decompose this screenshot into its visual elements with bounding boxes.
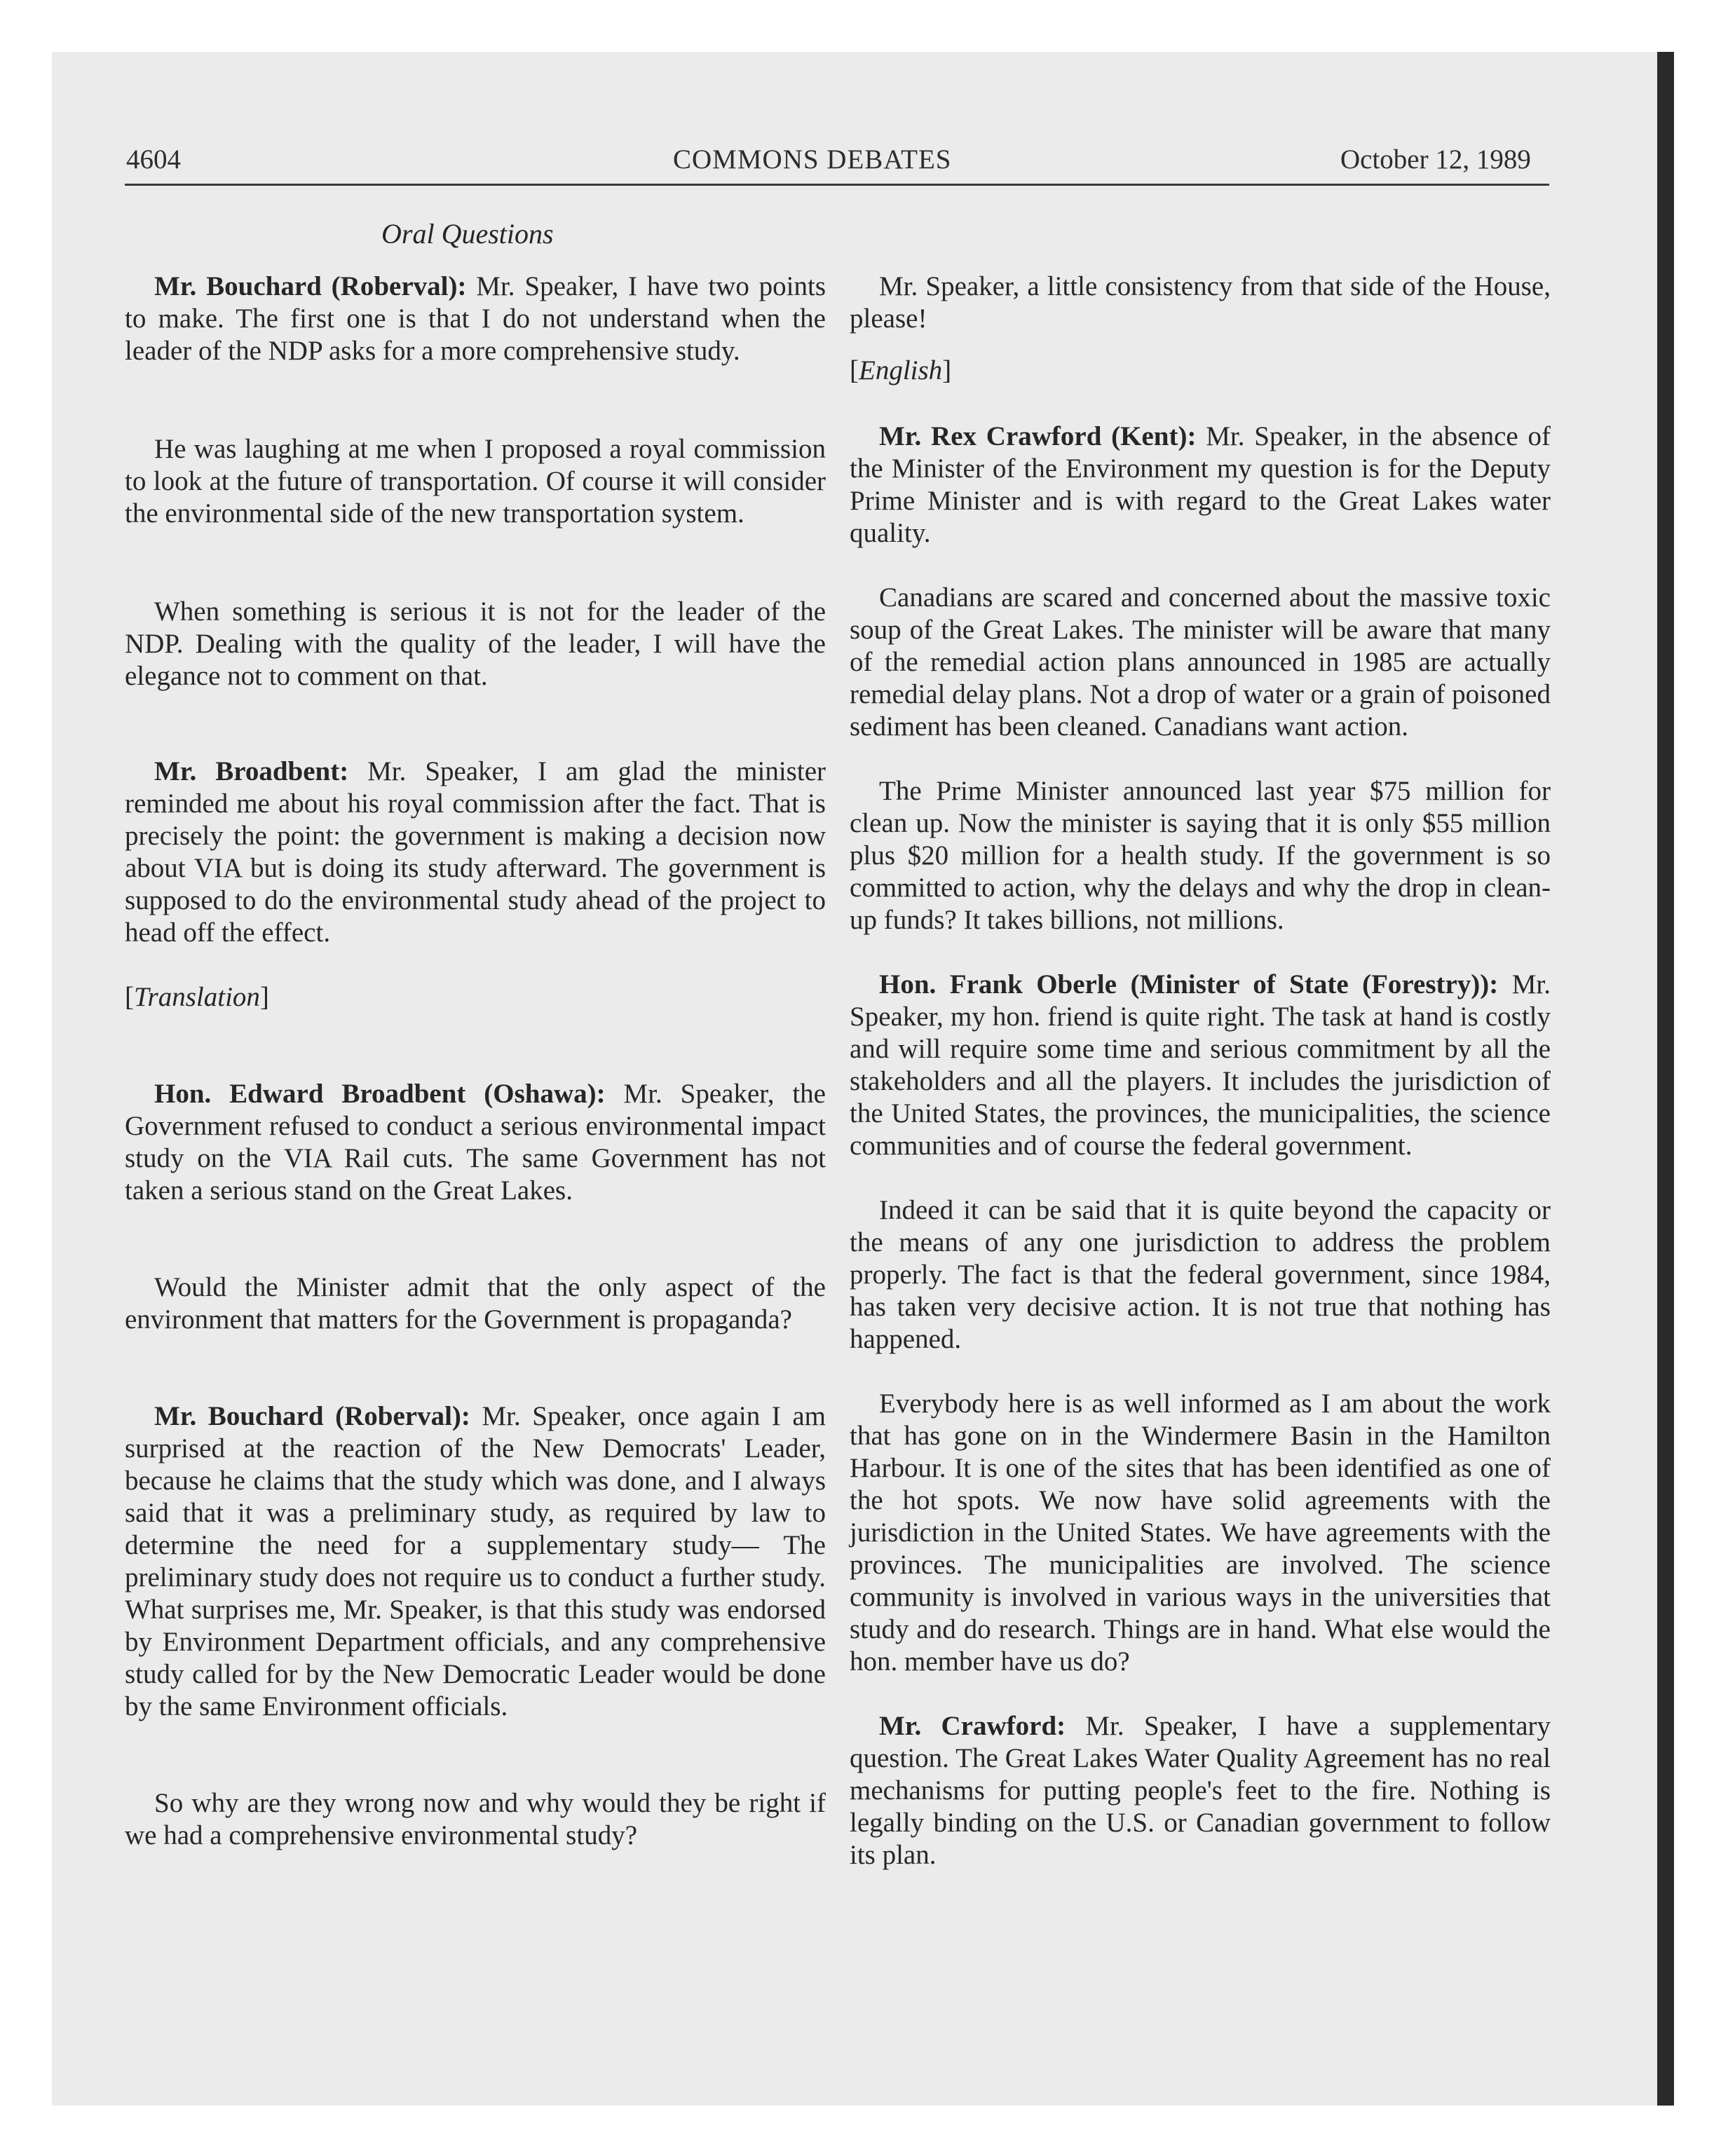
- page-number: 4604: [126, 144, 181, 175]
- section-title: Oral Questions: [381, 218, 554, 250]
- paragraph-text: Mr. Speaker, a little consistency from that side of the House, please!: [850, 271, 1551, 334]
- header-rule: [125, 184, 1549, 186]
- paragraph: [125, 271, 826, 367]
- paragraph-text: Mr. Speaker, the Government refused to conduct a serious environmental impact study on the VIA Rail cuts. The same Government has not taken a serious stand on the Great Lakes.: [125, 1079, 826, 1206]
- paragraph: [850, 969, 1551, 1162]
- paragraph: [125, 1078, 826, 1207]
- language-tag: [Translation]: [125, 982, 269, 1012]
- paragraph: [125, 1271, 826, 1336]
- speaker-name: Mr. Bouchard (Roberval):: [154, 1401, 470, 1431]
- language-tag: [English]: [850, 355, 952, 386]
- speaker-name: Hon. Frank Oberle (Minister of State (Forestry)):: [879, 969, 1499, 999]
- paragraph-text: So why are they wrong now and why would they be right if we had a comprehensive environmental study?: [125, 1788, 826, 1850]
- paragraph-text: He was laughing at me when I proposed a royal commission to look at the future of transportation. Of course it will consider the environmental side of the new transportation system.: [125, 434, 826, 528]
- paragraph-text: Mr. Speaker, I have two points to make. The first one is that I do not understand when the leader of the NDP asks for a more comprehensive study.: [125, 271, 826, 366]
- right-column: [850, 271, 1551, 1871]
- speaker-name: Mr. Broadbent:: [154, 756, 349, 786]
- paragraph: [850, 271, 1551, 335]
- paragraph-text: Mr. Speaker, once again I am surprised at the reaction of the New Democrats' Leader, because he claims that the study which was done, and I always said that it was a preliminary study, as required by law to determine the need for a supplementary study— The preliminary study does not require us to conduct a further study. What surprises me, Mr. Speaker, is that this study was endorsed by Environment Department officials, and any comprehensive study called for by the New Democratic Leader would be done by the same Environment officials.: [125, 1401, 826, 1721]
- language-tag-text: Translation: [134, 982, 260, 1012]
- paragraph: [850, 1388, 1551, 1678]
- paragraph-text: When something is serious it is not for the leader of the NDP. Dealing with the quality of the leader, I will have the elegance not to comment on that.: [125, 596, 826, 691]
- paragraph: [125, 1400, 826, 1723]
- paragraph-text: Mr. Speaker, I have a supplementary question. The Great Lakes Water Quality Agreement has no real mechanisms for putting people's feet to the fire. Nothing is legally binding on the U.S. or Canadian government to follow its plan.: [850, 1711, 1551, 1870]
- speaker-name: Mr. Crawford:: [879, 1711, 1066, 1741]
- paragraph-text: Mr. Speaker, in the absence of the Minister of the Environment my question is for the Deputy Prime Minister and is with regard to the Great Lakes water quality.: [850, 421, 1551, 548]
- paragraph-text: Indeed it can be said that it is quite beyond the capacity or the means of any one jurisdiction to address the problem properly. The fact is that the federal government, since 1984, has taken very decisive action. It is not true that nothing has happened.: [850, 1195, 1551, 1354]
- paragraph: [850, 1710, 1551, 1871]
- paragraph: [125, 1787, 826, 1852]
- publication-date: October 12, 1989: [1340, 144, 1531, 175]
- paragraph: [850, 582, 1551, 743]
- speaker-name: Mr. Bouchard (Roberval):: [154, 271, 467, 301]
- paragraph-text: Everybody here is as well informed as I am about the work that has gone on in the Windermere Basin in the Hamilton Harbour. It is one of the sites that has been identified as one of the hot spots. We now have solid agreements with the jurisdiction in the United States. We have agreements with the provinces. The municipalities are involved. The science community is involved in various ways in the universities that study and do research. Things are in hand. What else would the hon. member have us do?: [850, 1389, 1551, 1677]
- paragraph-text: Canadians are scared and concerned about the massive toxic soup of the Great Lakes. The minister will be aware that many of the remedial action plans announced in 1985 are actually remedial delay plans. Not a drop of water or a grain of poisoned sediment has been cleaned. Canadians want action.: [850, 582, 1551, 742]
- speaker-name: Hon. Edward Broadbent (Oshawa):: [154, 1079, 606, 1109]
- speaker-name: Mr. Rex Crawford (Kent):: [879, 421, 1197, 451]
- scan-edge-shadow: [1657, 52, 1674, 2106]
- paragraph: [125, 756, 826, 949]
- paragraph: [125, 433, 826, 530]
- paragraph: [125, 596, 826, 692]
- paragraph: [850, 421, 1551, 550]
- paragraph: [850, 1194, 1551, 1356]
- paragraph: [850, 775, 1551, 936]
- paragraph-text: Mr. Speaker, I am glad the minister reminded me about his royal commission after the fact. That is precisely the point: the government is making a decision now about VIA but is doing its study afterward. The government is supposed to do the environmental study ahead of the project to head off the effect.: [125, 756, 826, 948]
- paragraph-text: Would the Minister admit that the only aspect of the environment that matters for the Government is propaganda?: [125, 1272, 826, 1335]
- left-column: [125, 271, 826, 1852]
- paragraph-text: The Prime Minister announced last year $75 million for clean up. Now the minister is saying that it is only $55 million plus $20 million for a health study. If the government is so committed to action, why the delays and why the drop in clean-up funds? It takes billions, not millions.: [850, 776, 1551, 935]
- publication-title: COMMONS DEBATES: [673, 144, 952, 175]
- paragraph-text: Mr. Speaker, my hon. friend is quite right. The task at hand is costly and will require some time and serious commitment by all the stakeholders and all the players. It includes the jurisdiction of the United States, the provinces, the municipalities, the science communities and of course the federal government.: [850, 969, 1551, 1161]
- language-tag-text: English: [859, 355, 943, 386]
